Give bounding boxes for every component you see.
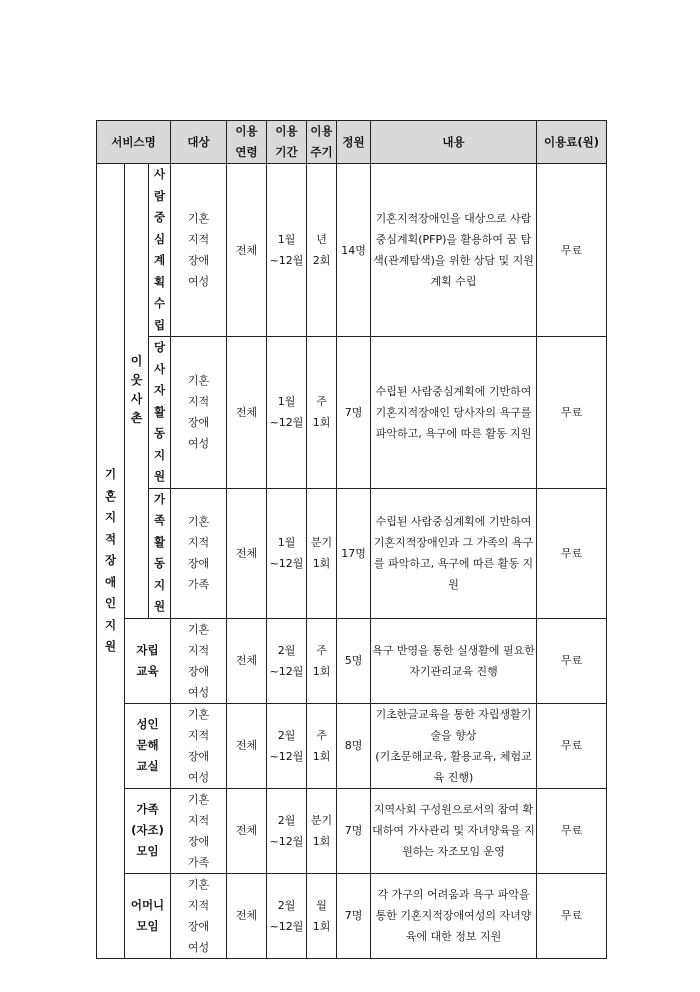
service-name-cell: 자립 교육 xyxy=(125,618,171,703)
period-cell: 2월 ~12월 xyxy=(267,618,307,703)
capacity-cell: 7명 xyxy=(337,788,371,873)
cycle-cell: 주 1회 xyxy=(307,337,337,489)
target-cell: 기혼 지적 장애 여성 xyxy=(171,164,227,337)
service-name-cell: 어머니 모임 xyxy=(125,873,171,958)
header-fee: 이용료(원) xyxy=(537,121,607,164)
fee-cell: 무료 xyxy=(537,164,607,337)
service-name-cell: 가족활동지원 xyxy=(149,488,171,618)
target-cell: 기혼 지적 장애 여성 xyxy=(171,618,227,703)
header-age: 이용 연령 xyxy=(227,121,267,164)
service-table xyxy=(96,120,607,959)
period-cell: 1월 ~12월 xyxy=(267,337,307,489)
target-cell: 기혼 지적 장애 가족 xyxy=(171,488,227,618)
cycle-cell: 주 1회 xyxy=(307,618,337,703)
age-cell: 전체 xyxy=(227,164,267,337)
age-cell: 전체 xyxy=(227,337,267,489)
service-name-cell: 사람중심계획수립 xyxy=(149,164,171,337)
fee-cell: 무료 xyxy=(537,618,607,703)
period-cell: 2월 ~12월 xyxy=(267,703,307,788)
cycle-cell: 월 1회 xyxy=(307,873,337,958)
content-cell: 기혼지적장애인을 대상으로 사람중심계획(PFP)을 활용하여 꿈 탐색(관계탐색)을 위한 상담 및 지원 계획 수립 xyxy=(371,164,537,337)
capacity-cell: 8명 xyxy=(337,703,371,788)
target-cell: 기혼 지적 장애 여성 xyxy=(171,703,227,788)
cycle-cell: 년 2회 xyxy=(307,164,337,337)
content-main: 기초한글교육을 통한 자립생활기술을 향상 xyxy=(375,707,532,742)
table-row xyxy=(97,873,607,958)
table-row xyxy=(97,164,607,337)
header-row xyxy=(97,121,607,164)
header-target: 대상 xyxy=(171,121,227,164)
content-cell: 지역사회 구성원으로서의 참여 확대하여 가사관리 및 자녀양육을 지원하는 자조모임 운영 xyxy=(371,788,537,873)
capacity-cell: 17명 xyxy=(337,488,371,618)
header-cycle: 이용 주기 xyxy=(307,121,337,164)
capacity-cell: 14명 xyxy=(337,164,371,337)
group-main-label: 기혼지적장애인지원 xyxy=(104,467,117,653)
table-row xyxy=(97,488,607,618)
period-cell: 1월 ~12월 xyxy=(267,164,307,337)
age-cell: 전체 xyxy=(227,488,267,618)
service-name-cell: 성인 문해 교실 xyxy=(125,703,171,788)
content-cell: 수립된 사람중심계획에 기반하여 기혼지적장애인 당사자의 욕구를 파악하고, 욕구에 따른 활동 지원 xyxy=(371,337,537,489)
content-cell xyxy=(371,703,537,788)
group-sub-cell xyxy=(125,164,149,619)
header-content: 내용 xyxy=(371,121,537,164)
period-cell: 2월 ~12월 xyxy=(267,873,307,958)
cycle-cell: 분기 1회 xyxy=(307,488,337,618)
age-cell: 전체 xyxy=(227,873,267,958)
header-service-name: 서비스명 xyxy=(97,121,171,164)
group-sub-label: 이웃사촌 xyxy=(130,354,143,426)
target-cell: 기혼 지적 장애 여성 xyxy=(171,337,227,489)
table-row xyxy=(97,337,607,489)
age-cell: 전체 xyxy=(227,703,267,788)
fee-cell: 무료 xyxy=(537,873,607,958)
table-row xyxy=(97,703,607,788)
cycle-cell: 주 1회 xyxy=(307,703,337,788)
cycle-cell: 분기 1회 xyxy=(307,788,337,873)
capacity-cell: 7명 xyxy=(337,337,371,489)
age-cell: 전체 xyxy=(227,618,267,703)
header-capacity: 정원 xyxy=(337,121,371,164)
content-extra: (기초문해교육, 활용교육, 체험교육 진행) xyxy=(375,749,532,784)
content-cell: 욕구 반영을 통한 실생활에 필요한 자기관리교육 진행 xyxy=(371,618,537,703)
age-cell: 전체 xyxy=(227,788,267,873)
period-cell: 2월 ~12월 xyxy=(267,788,307,873)
table-row xyxy=(97,618,607,703)
period-cell: 1월 ~12월 xyxy=(267,488,307,618)
service-name-cell: 당사자활동지원 xyxy=(149,337,171,489)
table-row xyxy=(97,788,607,873)
target-cell: 기혼 지적 장애 가족 xyxy=(171,788,227,873)
group-main-cell xyxy=(97,164,125,959)
header-period: 이용 기간 xyxy=(267,121,307,164)
content-cell: 각 가구의 어려움과 욕구 파악을 통한 기혼지적장애여성의 자녀양육에 대한 정보 지원 xyxy=(371,873,537,958)
service-name-cell: 가족 (자조) 모임 xyxy=(125,788,171,873)
fee-cell: 무료 xyxy=(537,788,607,873)
capacity-cell: 5명 xyxy=(337,618,371,703)
target-cell: 기혼 지적 장애 여성 xyxy=(171,873,227,958)
capacity-cell: 7명 xyxy=(337,873,371,958)
content-cell: 수립된 사람중심계획에 기반하여 기혼지적장애인과 그 가족의 욕구를 파악하고, 욕구에 따른 활동 지원 xyxy=(371,488,537,618)
fee-cell: 무료 xyxy=(537,488,607,618)
fee-cell: 무료 xyxy=(537,337,607,489)
fee-cell: 무료 xyxy=(537,703,607,788)
